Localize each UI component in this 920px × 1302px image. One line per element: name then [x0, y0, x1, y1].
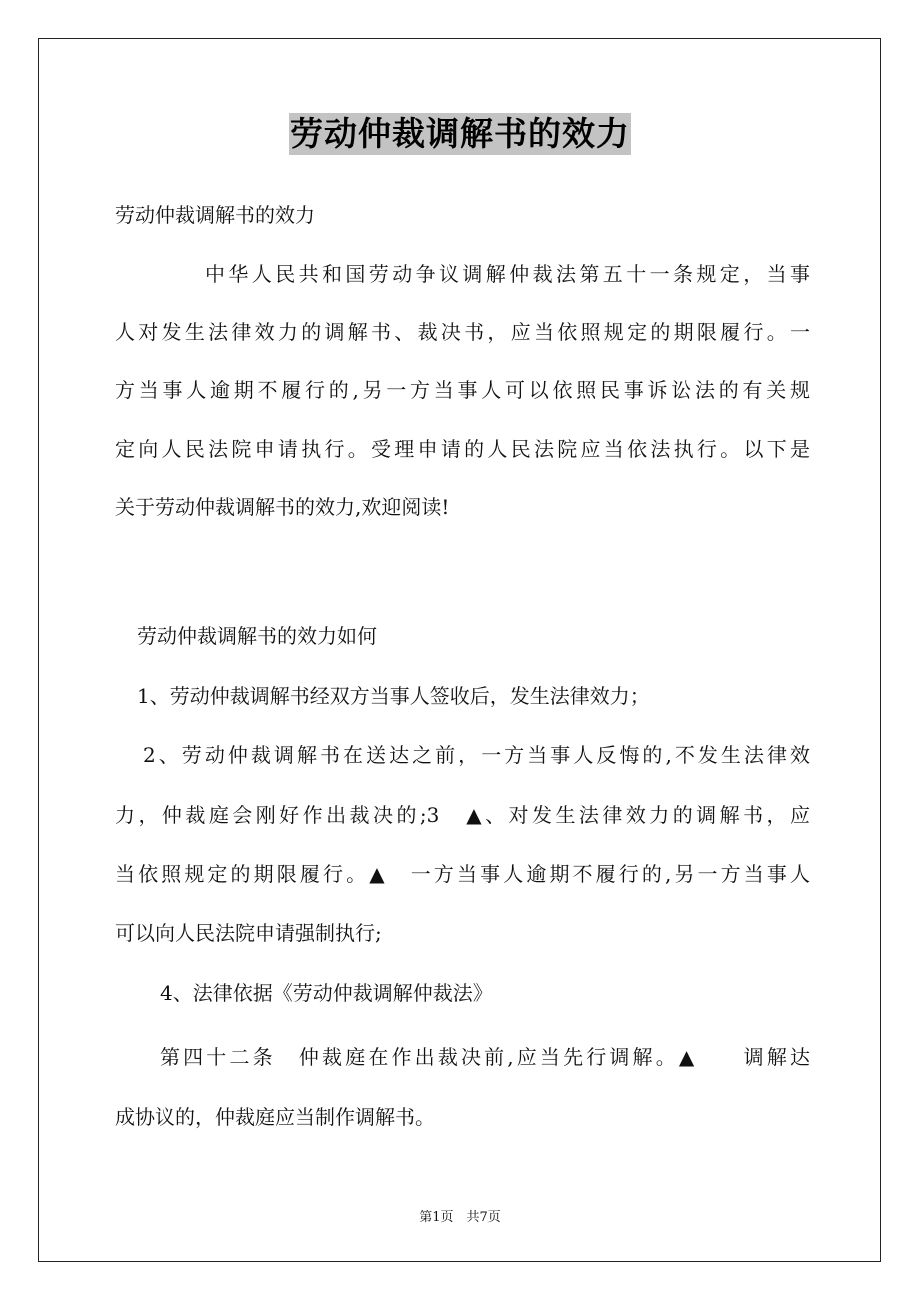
paragraph-line: 关于劳动仲裁调解书的效力,欢迎阅读!	[115, 495, 450, 519]
paragraph-line: 人对发生法律效力的调解书、裁决书，应当依照规定的期限履行。一	[115, 320, 810, 344]
article-line: 第四十二条 仲裁庭在作出裁决前,应当先行调解。▲ 调解达	[160, 1045, 810, 1069]
subtitle: 劳动仲裁调解书的效力	[115, 203, 315, 227]
page-number: 第1页 共7页	[419, 1210, 501, 1225]
list-item-line: 力，仲裁庭会刚好作出裁决的;3 ▲、对发生法律效力的调解书，应	[115, 803, 810, 827]
section-heading: 劳动仲裁调解书的效力如何	[137, 624, 377, 648]
paragraph-line: 中华人民共和国劳动争议调解仲裁法第五十一条规定，当事	[205, 262, 810, 286]
paragraph-line: 定向人民法院申请执行。受理申请的人民法院应当依法执行。以下是	[115, 437, 810, 461]
list-item-line: 可以向人民法院申请强制执行;	[115, 921, 382, 945]
document-title: 劳动仲裁调解书的效力	[290, 114, 630, 153]
article-line: 成协议的，仲裁庭应当制作调解书。	[115, 1105, 435, 1129]
paragraph-line: 方当事人逾期不履行的,另一方当事人可以依照民事诉讼法的有关规	[115, 378, 810, 402]
list-item: 1、劳动仲裁调解书经双方当事人签收后，发生法律效力；	[137, 684, 650, 708]
list-item-line: 当依照规定的期限履行。▲ 一方当事人逾期不履行的,另一方当事人	[115, 862, 810, 886]
list-item: 4、法律依据《劳动仲裁调解仲裁法》	[160, 981, 493, 1005]
list-item: 2、劳动仲裁调解书在送达之前，一方当事人反悔的,不发生法律效	[143, 743, 810, 767]
